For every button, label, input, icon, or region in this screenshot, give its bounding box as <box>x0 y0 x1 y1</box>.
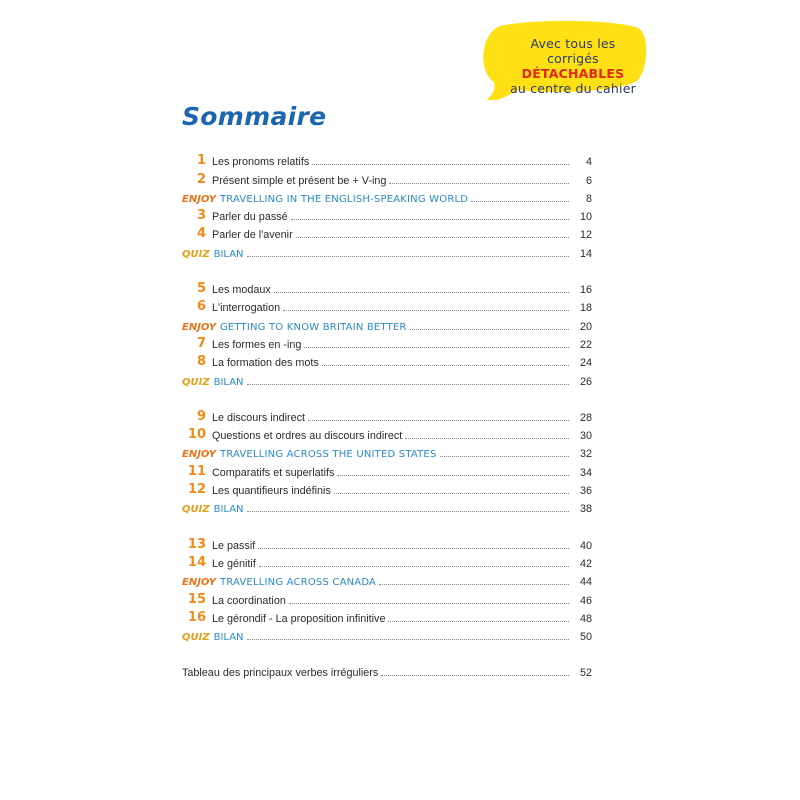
quiz-tag: QUIZ <box>182 248 210 260</box>
section-gap <box>182 388 592 406</box>
lesson-number: 8 <box>196 354 206 370</box>
entry-label: Le génitif <box>212 557 256 570</box>
dot-leader <box>259 566 569 567</box>
toc-entry-lesson[interactable] <box>182 607 592 625</box>
entry-label: TRAVELLING ACROSS THE UNITED STATES <box>219 449 437 461</box>
toc-entry-enjoy[interactable] <box>182 570 592 588</box>
lesson-number: 2 <box>196 171 206 187</box>
dot-leader <box>410 329 569 330</box>
callout-bubble <box>478 20 648 96</box>
entry-label: Le discours indirect <box>212 411 306 424</box>
page-number: 34 <box>579 466 592 479</box>
lesson-number: 3 <box>196 208 206 224</box>
entry-label: Comparatifs et superlatifs <box>212 466 335 479</box>
toc-entry-lesson[interactable] <box>182 460 592 478</box>
page-number: 20 <box>579 320 592 333</box>
lesson-number: 5 <box>196 281 206 297</box>
toc-entry-enjoy[interactable] <box>182 187 592 205</box>
enjoy-tag: ENJOY <box>182 321 216 333</box>
dot-leader <box>379 584 569 585</box>
page-number: 52 <box>579 667 592 680</box>
dot-leader <box>308 420 569 421</box>
toc-entry-lesson[interactable] <box>182 333 592 351</box>
page-number: 38 <box>579 503 592 516</box>
dot-leader <box>258 548 569 549</box>
toc-entry-enjoy[interactable] <box>182 442 592 460</box>
entry-label: La formation des mots <box>212 357 319 370</box>
page-number: 12 <box>579 229 592 242</box>
callout-line-2-prefix: corrigés <box>547 51 599 66</box>
toc-entry-quiz[interactable] <box>182 241 592 259</box>
table-of-contents <box>182 150 592 679</box>
lesson-number: 9 <box>196 408 206 424</box>
toc-entry-lesson[interactable] <box>182 278 592 296</box>
page-number: 42 <box>579 557 592 570</box>
toc-entry-lesson[interactable] <box>182 552 592 570</box>
page-number: 8 <box>585 192 592 205</box>
dot-leader <box>405 438 569 439</box>
toc-entry-lesson[interactable] <box>182 223 592 241</box>
page-number: 16 <box>579 284 592 297</box>
entry-label: Parler de l'avenir <box>212 229 293 242</box>
page-number: 14 <box>579 247 592 260</box>
quiz-tag: QUIZ <box>182 376 210 388</box>
enjoy-tag: ENJOY <box>182 449 216 461</box>
entry-label: TRAVELLING ACROSS CANADA <box>219 577 377 589</box>
lesson-number: 12 <box>187 482 206 498</box>
toc-entry-appendix[interactable] <box>182 661 592 679</box>
entry-label: Parler du passé <box>212 211 288 224</box>
dot-leader <box>283 310 569 311</box>
page-number: 10 <box>579 211 592 224</box>
entry-label: Le passif <box>212 539 256 552</box>
dot-leader <box>247 639 569 640</box>
dot-leader <box>247 511 569 512</box>
dot-leader <box>337 475 569 476</box>
page-number: 40 <box>579 539 592 552</box>
callout-text <box>504 36 642 96</box>
entry-label: BILAN <box>213 376 244 388</box>
entry-label: BILAN <box>213 504 244 516</box>
dot-leader <box>388 621 569 622</box>
callout-line-2 <box>504 51 642 81</box>
section-gap <box>182 260 592 278</box>
quiz-tag: QUIZ <box>182 632 210 644</box>
page-number: 50 <box>579 631 592 644</box>
dot-leader <box>471 201 569 202</box>
lesson-number: 14 <box>187 554 206 570</box>
toc-entry-lesson[interactable] <box>182 168 592 186</box>
toc-entry-lesson[interactable] <box>182 351 592 369</box>
page-number: 44 <box>579 576 592 589</box>
page-number: 22 <box>579 338 592 351</box>
enjoy-tag: ENJOY <box>182 193 216 205</box>
page-number: 18 <box>579 302 592 315</box>
entry-label: Le gérondif - La proposition infinitive <box>212 612 386 625</box>
dot-leader <box>296 237 569 238</box>
dot-leader <box>440 456 570 457</box>
dot-leader <box>289 603 569 604</box>
entry-label: Les pronoms relatifs <box>212 156 310 169</box>
entry-label: GETTING TO KNOW BRITAIN BETTER <box>219 321 407 333</box>
toc-entry-lesson[interactable] <box>182 533 592 551</box>
page-number: 28 <box>579 411 592 424</box>
lesson-number: 15 <box>187 591 206 607</box>
dot-leader <box>322 365 569 366</box>
dot-leader <box>247 256 569 257</box>
dot-leader <box>389 183 569 184</box>
toc-entry-lesson[interactable] <box>182 150 592 168</box>
toc-entry-lesson[interactable] <box>182 479 592 497</box>
page-number: 46 <box>579 594 592 607</box>
entry-label: L'interrogation <box>212 302 281 315</box>
entry-label: Les modaux <box>212 284 271 297</box>
entry-label: Questions et ordres au discours indirect <box>212 430 403 443</box>
page-number: 32 <box>579 448 592 461</box>
page-number: 26 <box>579 375 592 388</box>
lesson-number: 13 <box>187 536 206 552</box>
section-gap <box>182 515 592 533</box>
dot-leader <box>247 384 569 385</box>
page-number: 36 <box>579 485 592 498</box>
entry-label: BILAN <box>213 632 244 644</box>
quiz-tag: QUIZ <box>182 504 210 516</box>
callout-line-3: au centre du cahier <box>510 81 636 96</box>
toc-entry-quiz[interactable] <box>182 369 592 387</box>
lesson-number: 4 <box>196 226 206 242</box>
dot-leader <box>274 292 569 293</box>
entry-label: TRAVELLING IN THE ENGLISH-SPEAKING WORLD <box>219 193 469 205</box>
toc-entry-lesson[interactable] <box>182 205 592 223</box>
toc-entry-lesson[interactable] <box>182 406 592 424</box>
lesson-number: 1 <box>196 153 206 169</box>
page-number: 6 <box>585 174 592 187</box>
lesson-number: 11 <box>187 463 206 479</box>
page-number: 30 <box>579 430 592 443</box>
enjoy-tag: ENJOY <box>182 577 216 589</box>
lesson-number: 16 <box>187 609 206 625</box>
page-number: 4 <box>585 156 592 169</box>
entry-label: Les quantifieurs indéfinis <box>212 485 331 498</box>
toc-entry-quiz[interactable] <box>182 497 592 515</box>
toc-entry-lesson[interactable] <box>182 296 592 314</box>
toc-entry-enjoy[interactable] <box>182 314 592 332</box>
callout-highlight: DÉTACHABLES <box>521 66 625 81</box>
dot-leader <box>334 493 569 494</box>
lesson-number: 6 <box>196 299 206 315</box>
entry-label: Présent simple et présent be + V-ing <box>212 174 387 187</box>
toc-entry-lesson[interactable] <box>182 588 592 606</box>
page-title: Sommaire <box>182 102 327 131</box>
toc-entry-lesson[interactable] <box>182 424 592 442</box>
entry-label: BILAN <box>213 248 244 260</box>
dot-leader <box>381 675 569 676</box>
page-number: 24 <box>579 357 592 370</box>
lesson-number: 7 <box>196 335 206 351</box>
lesson-number: 10 <box>187 427 206 443</box>
dot-leader <box>291 219 569 220</box>
dot-leader <box>312 164 569 165</box>
toc-entry-quiz[interactable] <box>182 625 592 643</box>
page-number: 48 <box>579 612 592 625</box>
entry-label: Les formes en -ing <box>212 338 302 351</box>
entry-label: La coordination <box>212 594 286 607</box>
callout-line-1: Avec tous les <box>530 36 616 51</box>
dot-leader <box>304 347 569 348</box>
entry-label: Tableau des principaux verbes irréguliers <box>182 667 379 680</box>
